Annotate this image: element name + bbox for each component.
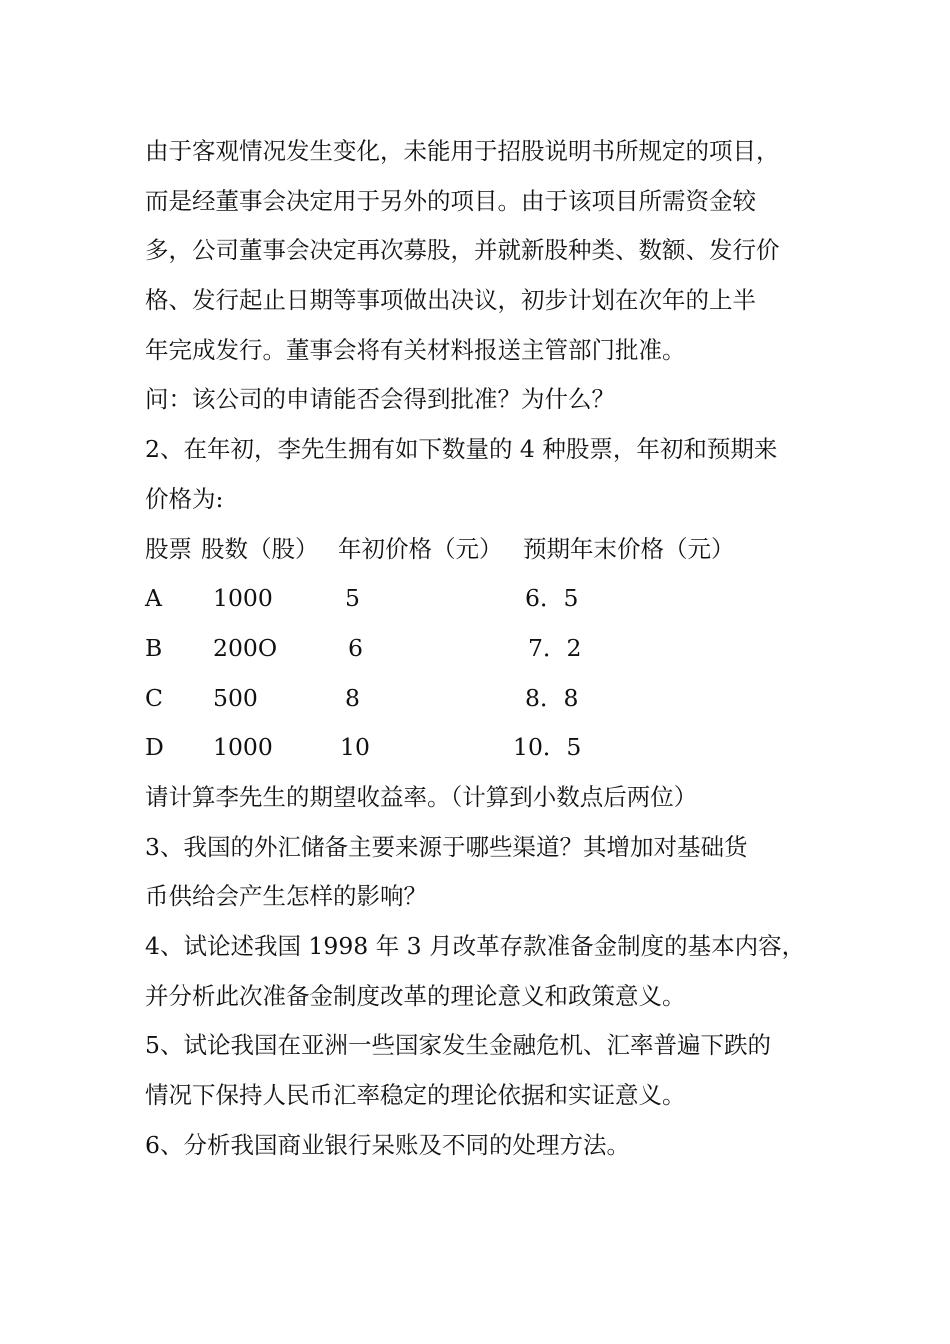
instruction-line: 请计算李先生的期望收益率。（计算到小数点后两位） — [145, 782, 698, 811]
question-5-line: 5、试论我国在亚洲一些国家发生金融危机、汇率普遍下跌的 — [145, 1031, 771, 1060]
cell-start-price: 8 — [345, 683, 360, 712]
question-3-line: 币供给会产生怎样的影响？ — [145, 882, 427, 911]
cell-stock: B — [145, 633, 163, 662]
header-end-price: 预期年末价格（元） — [523, 534, 735, 563]
cell-stock: A — [145, 584, 162, 613]
cell-end-price: 7．2 — [528, 633, 582, 662]
table-row — [145, 574, 825, 624]
cell-start-price: 5 — [345, 584, 360, 613]
text-line: 由于客观情况发生变化，未能用于招股说明书所规定的项目， — [145, 137, 780, 165]
cell-end-price: 8．8 — [525, 683, 579, 712]
cell-start-price: 6 — [348, 633, 363, 662]
text-line: 年完成发行。董事会将有关材料报送主管部门批准。 — [145, 335, 686, 364]
header-start-price: 年初价格（元） — [338, 534, 503, 563]
cell-shares: 200O — [213, 633, 278, 662]
question-5-line: 情况下保持人民币汇率稳定的理论依据和实证意义。 — [145, 1081, 686, 1110]
cell-end-price: 6．5 — [525, 584, 579, 613]
cell-stock: D — [145, 733, 164, 762]
text-line: 格、发行起止日期等事项做出决议，初步计划在次年的上半 — [145, 286, 756, 315]
question-line: 问：该公司的申请能否会得到批准？为什么？ — [145, 385, 615, 414]
header-shares: 股数（股） — [201, 534, 319, 563]
question-4-line: 并分析此次准备金制度改革的理论意义和政策意义。 — [145, 981, 686, 1010]
question-6-line: 6、分析我国商业银行呆账及不同的处理方法。 — [145, 1130, 630, 1159]
cell-stock: C — [145, 683, 163, 712]
cell-shares: 1000 — [213, 733, 273, 762]
question-3-line: 3、我国的外汇储备主要来源于哪些渠道？其增加对基础货 — [145, 832, 748, 861]
question-2-line: 2、在年初，李先生拥有如下数量的 4 种股票，年初和预期来 — [145, 435, 778, 464]
table-row — [145, 624, 825, 674]
table-row — [145, 674, 825, 724]
text-line: 多，公司董事会决定再次募股，并就新股种类、数额、发行价 — [145, 236, 780, 265]
table-row — [145, 723, 825, 773]
header-stock: 股票 — [145, 534, 192, 563]
document-page — [145, 127, 825, 1170]
cell-end-price: 10．5 — [513, 733, 582, 762]
cell-shares: 1000 — [213, 584, 273, 613]
question-4-line: 4、试论述我国 1998 年 3 月改革存款准备金制度的基本内容， — [145, 932, 806, 960]
text-line: 而是经董事会决定用于另外的项目。由于该项目所需资金较 — [145, 186, 756, 215]
cell-start-price: 10 — [340, 733, 370, 762]
stock-table-header — [145, 525, 825, 575]
question-2-line: 价格为: — [145, 484, 224, 513]
cell-shares: 500 — [213, 683, 258, 712]
